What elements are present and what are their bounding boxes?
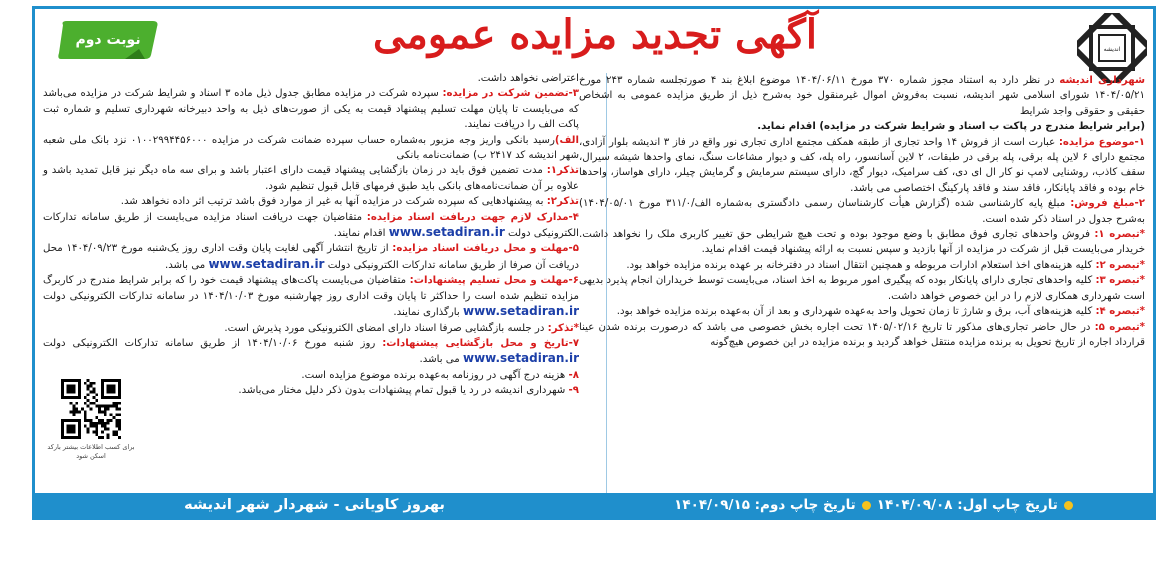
paragraph (43, 210, 579, 242)
paragraph-text-after: اقدام نمایند. (333, 228, 389, 240)
left-column (43, 71, 579, 399)
second-run-badge (55, 19, 161, 61)
svg-text:اندیشه: اندیشه (1103, 46, 1121, 53)
paragraph (579, 119, 1145, 134)
paragraph-text: مبلغ پایه کارشناسی شده (گزارش هیأت کارشناسان رسمی دادگستری به‌شماره الف/۳۱۱/۰ مورخ ۱۴۰۴/۰۵/۰۱) به‌شرح جدول در اسناد ذکر شده است. (579, 198, 1145, 225)
paragraph-text: کلیه هزینه‌های اخذ استعلام ادارات مربوطه و همچنین انتقال اسناد در دفترخانه بر عهده برنده مزایده خواهد بود. (626, 259, 1096, 271)
paragraph-text: به پیشنهادهایی که سپرده شرکت در مزایده آنها به غیر از موارد فوق باشد ترتیب اثر داده نخواهد شد. (120, 196, 547, 208)
paragraph (43, 163, 579, 194)
setadiran-link[interactable]: www.setadiran.ir (208, 256, 325, 271)
paragraph-text: از تاریخ انتشار آگهی لغایت پایان وقت اداری روز یک‌شنبه مورخ ۱۴۰۴/۰۹/۲۳ محل دریافت آن صرفا از طریق سامانه تدارکات الکترونیکی دولت (43, 243, 579, 271)
bullet-icon (1064, 501, 1073, 510)
paragraph-label: شهرداری اندیشه (1059, 75, 1145, 86)
paragraph (579, 320, 1145, 351)
paragraph-text: اعتراضی نخواهد داشت. (477, 73, 579, 84)
paragraph (579, 196, 1145, 227)
paragraph-text: فروش واحدهای تجاری فوق مطابق با وضع موجود بوده و تحت هیچ شرایطی حق تغییر کاربری ملک را نخواهد داشت. خریدار می‌بایست قبل از شرکت در مزایده از آنها بازدید و سپس نسبت به ارائه پیشنهاد قیمت اقدام نماید. (579, 229, 1145, 256)
footer-bar (35, 493, 1153, 517)
first-print-date: تاریخ چاپ اول: ۱۴۰۴/۰۹/۰۸ (876, 497, 1058, 513)
paragraph-text: مدت تضمین فوق باید در زمان بازگشایی پیشنهاد قیمت دارای اعتبار باشد و برای سه ماه دیگر نیز قابل تمدید باشد و علاوه بر آن ضمانت‌نامه‌های بانکی باید طبق فرمهای قابل قبول تنظیم شود. (43, 165, 579, 192)
paragraph-label: ۷-تاریخ و محل بازگشایی پیشنهادات: (382, 337, 580, 349)
paragraph-text: در جلسه بازگشایی صرفا اسناد دارای امضای الکترونیکی مورد پذیرش است. (224, 322, 548, 334)
paragraph-label: ۴-مدارک لازم جهت دریافت اسناد مزایده: (366, 211, 579, 223)
paragraph-label: *تبصره ۱: (1094, 229, 1145, 241)
paragraph-text: رسید بانکی واریز وجه مزبور به‌شماره حساب سپرده ضمانت شرکت در مزایده ۰۱۰۰۲۹۹۴۴۵۶۰۰۰ نزد بانک ملی شعبه شهر اندیشه کد ۲۴۱۷ ب) ضمانت‌نامه بانکی (43, 134, 579, 162)
paragraph (579, 273, 1145, 304)
badge-label: نوبت دوم (75, 32, 141, 48)
advertisement-frame (32, 6, 1156, 520)
paragraph-label: *تذکر: (547, 322, 579, 334)
print-dates (594, 493, 1153, 517)
paragraph-label: *تبصره ۴: (1095, 306, 1145, 318)
paragraph (43, 71, 579, 86)
paragraph-label: ۵-مهلت و محل دریافت اسناد مزایده: (392, 243, 579, 255)
paragraph-text: کلیه هزینه‌های آب، برق و شارژ تا زمان تحویل واحد به‌عهده شهرداری و بعد از آن به‌عهده برنده مزایده خواهد بود. (616, 306, 1096, 318)
paragraph (579, 73, 1145, 119)
paragraph-text: متقاضیان جهت دریافت اسناد مزایده می‌بایست از طریق سامانه تدارکات الکترونیکی دولت (43, 211, 579, 240)
paragraph-text-after: می باشد. (419, 354, 463, 366)
paragraph-label: ۳-تضمین شرکت در مزایده: (442, 88, 579, 100)
paragraph (43, 194, 579, 209)
paragraph-text: کلیه واحدهای تجاری دارای پایانکار بوده که پیگیری امور مربوط به اخذ اسناد، می‌بایست توسط خریداران انجام پذیرد بدیهی است شهرداری همکاری لازم را در این خصوص خواهد داشت. (579, 275, 1145, 302)
paragraph-text: هزینه درج آگهی در روزنامه به‌عهده برنده موضوع مزایده است. (301, 369, 569, 381)
paragraph (579, 258, 1145, 273)
right-column (579, 73, 1145, 350)
paragraph-label: ۲-مبلغ فروش: (1070, 198, 1145, 210)
paragraph-label: ۶-مهلت و محل تسلیم پیشنهادات: (409, 275, 579, 287)
paragraph (43, 321, 579, 336)
bullet-icon (862, 501, 871, 510)
second-print-date: تاریخ چاپ دوم: ۱۴۰۴/۰۹/۱۵ (674, 497, 856, 513)
setadiran-link[interactable]: www.setadiran.ir (388, 225, 505, 240)
paragraph-text: متقاضیان می‌بایست پاکت‌های پیشنهاد قیمت خود را که برابر شرایط مندرج در کاربرگ مزایده تنظیم شده است را حداکثر تا پایان وقت اداری روز چهارشنبه مورخ ۱۴۰۴/۱۰/۰۳ در سامانه تدارکات الکترونیکی دولت (43, 275, 579, 302)
qr-code-icon (61, 379, 121, 439)
paragraph-text: سپرده شرکت در مزایده مطابق جدول ذیل ماده ۳ اسناد و شرایط شرکت در مزایده می‌باشد که می‌بایست تا پایان مهلت تسلیم پیشنهاد قیمت به یکی از صورت‌های ذیل به واحد دبیرخانه شهرداری تسلیم و شماره ثبت پاکت الف را دریافت نمایند. (43, 88, 579, 131)
paragraph (43, 133, 579, 164)
paragraph (579, 304, 1145, 319)
paragraph-text: (برابر شرایط مندرج در پاکت ب اسناد و شرایط شرکت در مزایده) اقدام نماید. (757, 121, 1145, 133)
paragraph-text: روز شنبه مورخ ۱۴۰۴/۱۰/۰۶ از طریق سامانه تدارکات الکترونیکی دولت (43, 337, 383, 349)
paragraph-label: ۸- (568, 369, 579, 381)
paragraph-text-after: می باشد. (164, 259, 209, 271)
paragraph-text-after: بارگذاری نمایند. (393, 307, 463, 319)
paragraph-text: در نظر دارد به استناد مجوز شماره ۳۷۰ مورخ ۱۴۰۴/۰۶/۱۱ موضوع ابلاغ بند ۴ صورتجلسه شماره ۲۴۳ مورخ ۱۴۰۴/۰۵/۲۱ شورای اسلامی شهر اندیشه، نسبت به‌فروش اموال غیرمنقول خود به‌شرح ذیل از طریق مزایده عمومی به اشخاص حقیقی و حقوقی واجد شرایط (579, 75, 1145, 117)
paragraph-label: *تبصره ۳: (1095, 275, 1146, 287)
paragraph (43, 241, 579, 273)
paragraph (43, 368, 579, 383)
mayor-signature: بهروز کاویانی - شهردار شهر اندیشه (184, 497, 445, 513)
paragraph-label: *تبصره ۵: (1094, 321, 1146, 333)
page-title: آگهی تجدید مزایده عمومی (373, 11, 817, 58)
paragraph (579, 135, 1145, 197)
qr-caption: برای کسب اطلاعات بیشتر بارکد اسکن شود (47, 443, 135, 460)
setadiran-link[interactable]: www.setadiran.ir (462, 351, 579, 366)
header (35, 9, 1153, 73)
paragraph-label: ۱-موضوع مزایده: (1058, 136, 1145, 148)
paragraph-label: ۹- (568, 385, 579, 397)
paragraph-label: *تبصره ۲: (1095, 259, 1145, 271)
paragraph (43, 86, 579, 132)
paragraph-text: شهرداری اندیشه در رد یا قبول تمام پیشنهادات بدون ذکر دلیل مختار می‌باشد. (238, 385, 569, 397)
setadiran-link[interactable]: www.setadiran.ir (462, 304, 579, 319)
paragraph (579, 227, 1145, 258)
paragraph-label: تذکر۱: (546, 165, 579, 177)
paragraph-text: عبارت است از فروش ۱۴ واحد تجاری از طبقه همکف مجتمع اداری تجاری نور واقع در فاز ۳ اندیشه بلوار آزادی، مجتمع دارای ۶ لاین پله برقی، پله برقی در طبقات، ۲ لاین آسانسور، راه پله، کف و دیوار مشاعات سنگ، نمای واحدها شیشه سیرال، سقف کاذب، روشنایی لامپ نو کار ال ای دی، کف سرامیک، دیوار گچ، دارای سیستم سرمایش و گرمایش چیلر، دارای هواساز، واحدها خام بوده و فاقد پایانکار، فاقد سند و فاقد پارکینگ اختصاصی می باشد. (579, 136, 1145, 194)
paragraph (43, 383, 579, 398)
paragraph (43, 336, 579, 368)
paragraph-label: تذکر۲: (546, 196, 579, 208)
paragraph-text: در حال حاضر تجاری‌های مذکور تا تاریخ ۱۴۰۵/۰۲/۱۶ تحت اجاره بخش خصوصی می باشد که درصورت برنده شدن عینا قرارداد اجاره از تاریخ تحویل به برنده مزایده منتقل خواهد گردید و برنده مزایده در این خصوص هیچ‌گونه (579, 321, 1145, 348)
paragraph-label: الف) (554, 134, 579, 146)
paragraph (43, 273, 579, 320)
